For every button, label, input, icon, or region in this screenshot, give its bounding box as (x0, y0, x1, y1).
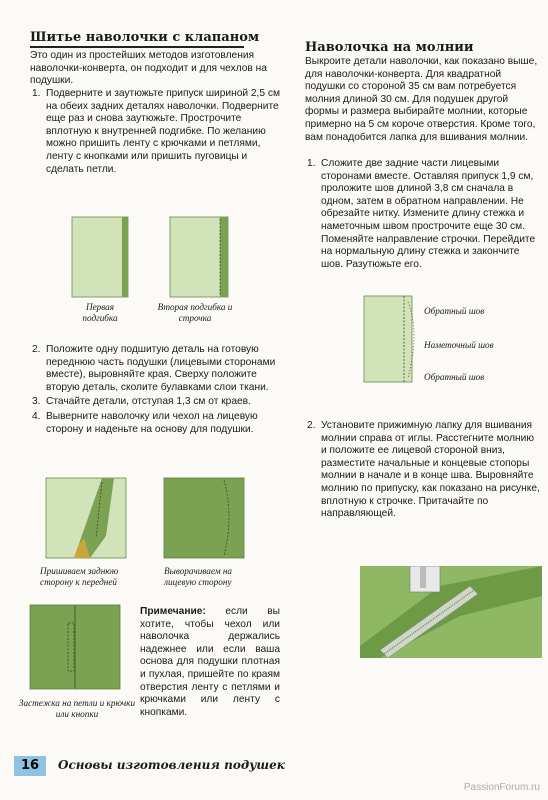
back-panels (364, 296, 412, 382)
left-step-1 (30, 88, 280, 176)
step-number: 4. (32, 410, 41, 422)
caption-clasp: Застежка на петли и крючки или кнопки (18, 698, 136, 719)
step-number: 1. (307, 158, 316, 169)
watermark: PassionForum.ru (463, 782, 540, 793)
caption-turn: Выворачиваем на лицевую сторону (164, 566, 233, 587)
first-fold-strip (122, 217, 128, 297)
label-basting-stitch: Наметочный шов (424, 340, 494, 350)
second-fold-strip (220, 217, 228, 297)
right-section-title: Наволочка на молнии (305, 40, 474, 55)
sew-turn-diagrams (44, 476, 259, 566)
caption-sew-back: Пришиваем заднюю сторону к передней (40, 566, 119, 587)
zipper-seam-diagram (360, 292, 430, 388)
note-label: Примечание: (140, 606, 206, 617)
left-intro: Это один из простейших методов изготовления наволочки-конверта, он подходит и для чехлов на подушки. (30, 50, 267, 87)
step-text: Установите прижимную лапку для вшивания молнии справа от иглы. Расстегните молнию и положите ее лицевой стороной вниз, разместите начальные и концевые стопоры молнии в начале и в конце шва. Выровняйте молнию по припуску, как показано на рисунке, вплотную к строчке. Притачайте по направляющей. (321, 420, 540, 520)
step-text: Положите одну подшитую деталь на готовую переднюю часть подушки (лицевыми сторонами вместе), выровняйте края. Сверху положите вторую деталь, сколите булавками слои ткани. (46, 344, 276, 393)
note-block (140, 606, 280, 719)
fold-diagrams (70, 215, 270, 300)
right-intro: Выкроите детали наволочки, как показано выше, для наволочки-конверта. Для квадратной подушки со стороной 35 см вам потребуется молния длиной 30 см. Для подушек другой формы и размера выбирайте молнии, которые примерно на 5 см короче отверстия. Кроме того, вам понадобится лапка для вшивания молнии. (305, 56, 538, 143)
left-steps-2-4 (30, 344, 280, 436)
step-text: Выверните наволочку или чехол на лицевую сторону и наденьте на основу для подушки. (46, 410, 258, 435)
turned-cover (164, 478, 244, 558)
zipper-foot-diagram (360, 566, 542, 658)
step-text: Стачайте детали, отступая 1,3 см от краев. (46, 396, 251, 408)
label-back-stitch-2: Обратный шов (424, 372, 485, 382)
right-step-2 (305, 420, 542, 521)
right-step-1 (305, 158, 542, 271)
title-underline (30, 46, 244, 48)
note-text: если вы хотите, чтобы чехол или наволочка держались надежнее или если ваша основа для подушки плотная и пухлая, пришейте по краям отверстия ленту с петлями и крючками или ленту с кнопками. (140, 606, 280, 718)
step-number: 1. (32, 88, 41, 99)
label-back-stitch-1: Обратный шов (424, 306, 485, 316)
left-section-title: Шитье наволочки с клапаном (30, 30, 260, 45)
step-number: 3. (32, 396, 41, 408)
step-text: Сложите две задние части лицевыми сторонами вместе. Оставляя припуск 1,9 см, проложите шов длиной 3,8 см сначала в одном, затем в обратном направлении. Не обрезайте нитку. Измените длину стежка и наметочным швом прострочите еще 30 см. Поменяйте направление строчки. Перейдите на нормальную длину стежка и закончите шов. Разутюжьте его. (321, 158, 536, 270)
clasp-diagram (28, 603, 122, 691)
fold-panel-2 (170, 217, 228, 297)
caption-first-fold: Первая подгибка (82, 302, 118, 323)
footer-title: Основы изготовления подушек (58, 758, 285, 772)
step-text: Подверните и заутюжьте припуск шириной 2,5 см на обеих задних деталях наволочки. Подверните еще раз и снова заутюжьте. Прострочите вплотную к внутренней подгибке. По желанию можно пришить ленту с крючками и петлями, ленту с кнопками или пришить пуговицы и сделать петли. (46, 88, 280, 175)
step-number: 2. (307, 420, 316, 431)
step-number: 2. (32, 344, 41, 355)
needle-bar (420, 566, 426, 588)
caption-second-fold: Вторая подгибка и строчка (157, 302, 233, 323)
page-number: 16 (14, 756, 46, 776)
fold-panel-1 (72, 217, 128, 297)
